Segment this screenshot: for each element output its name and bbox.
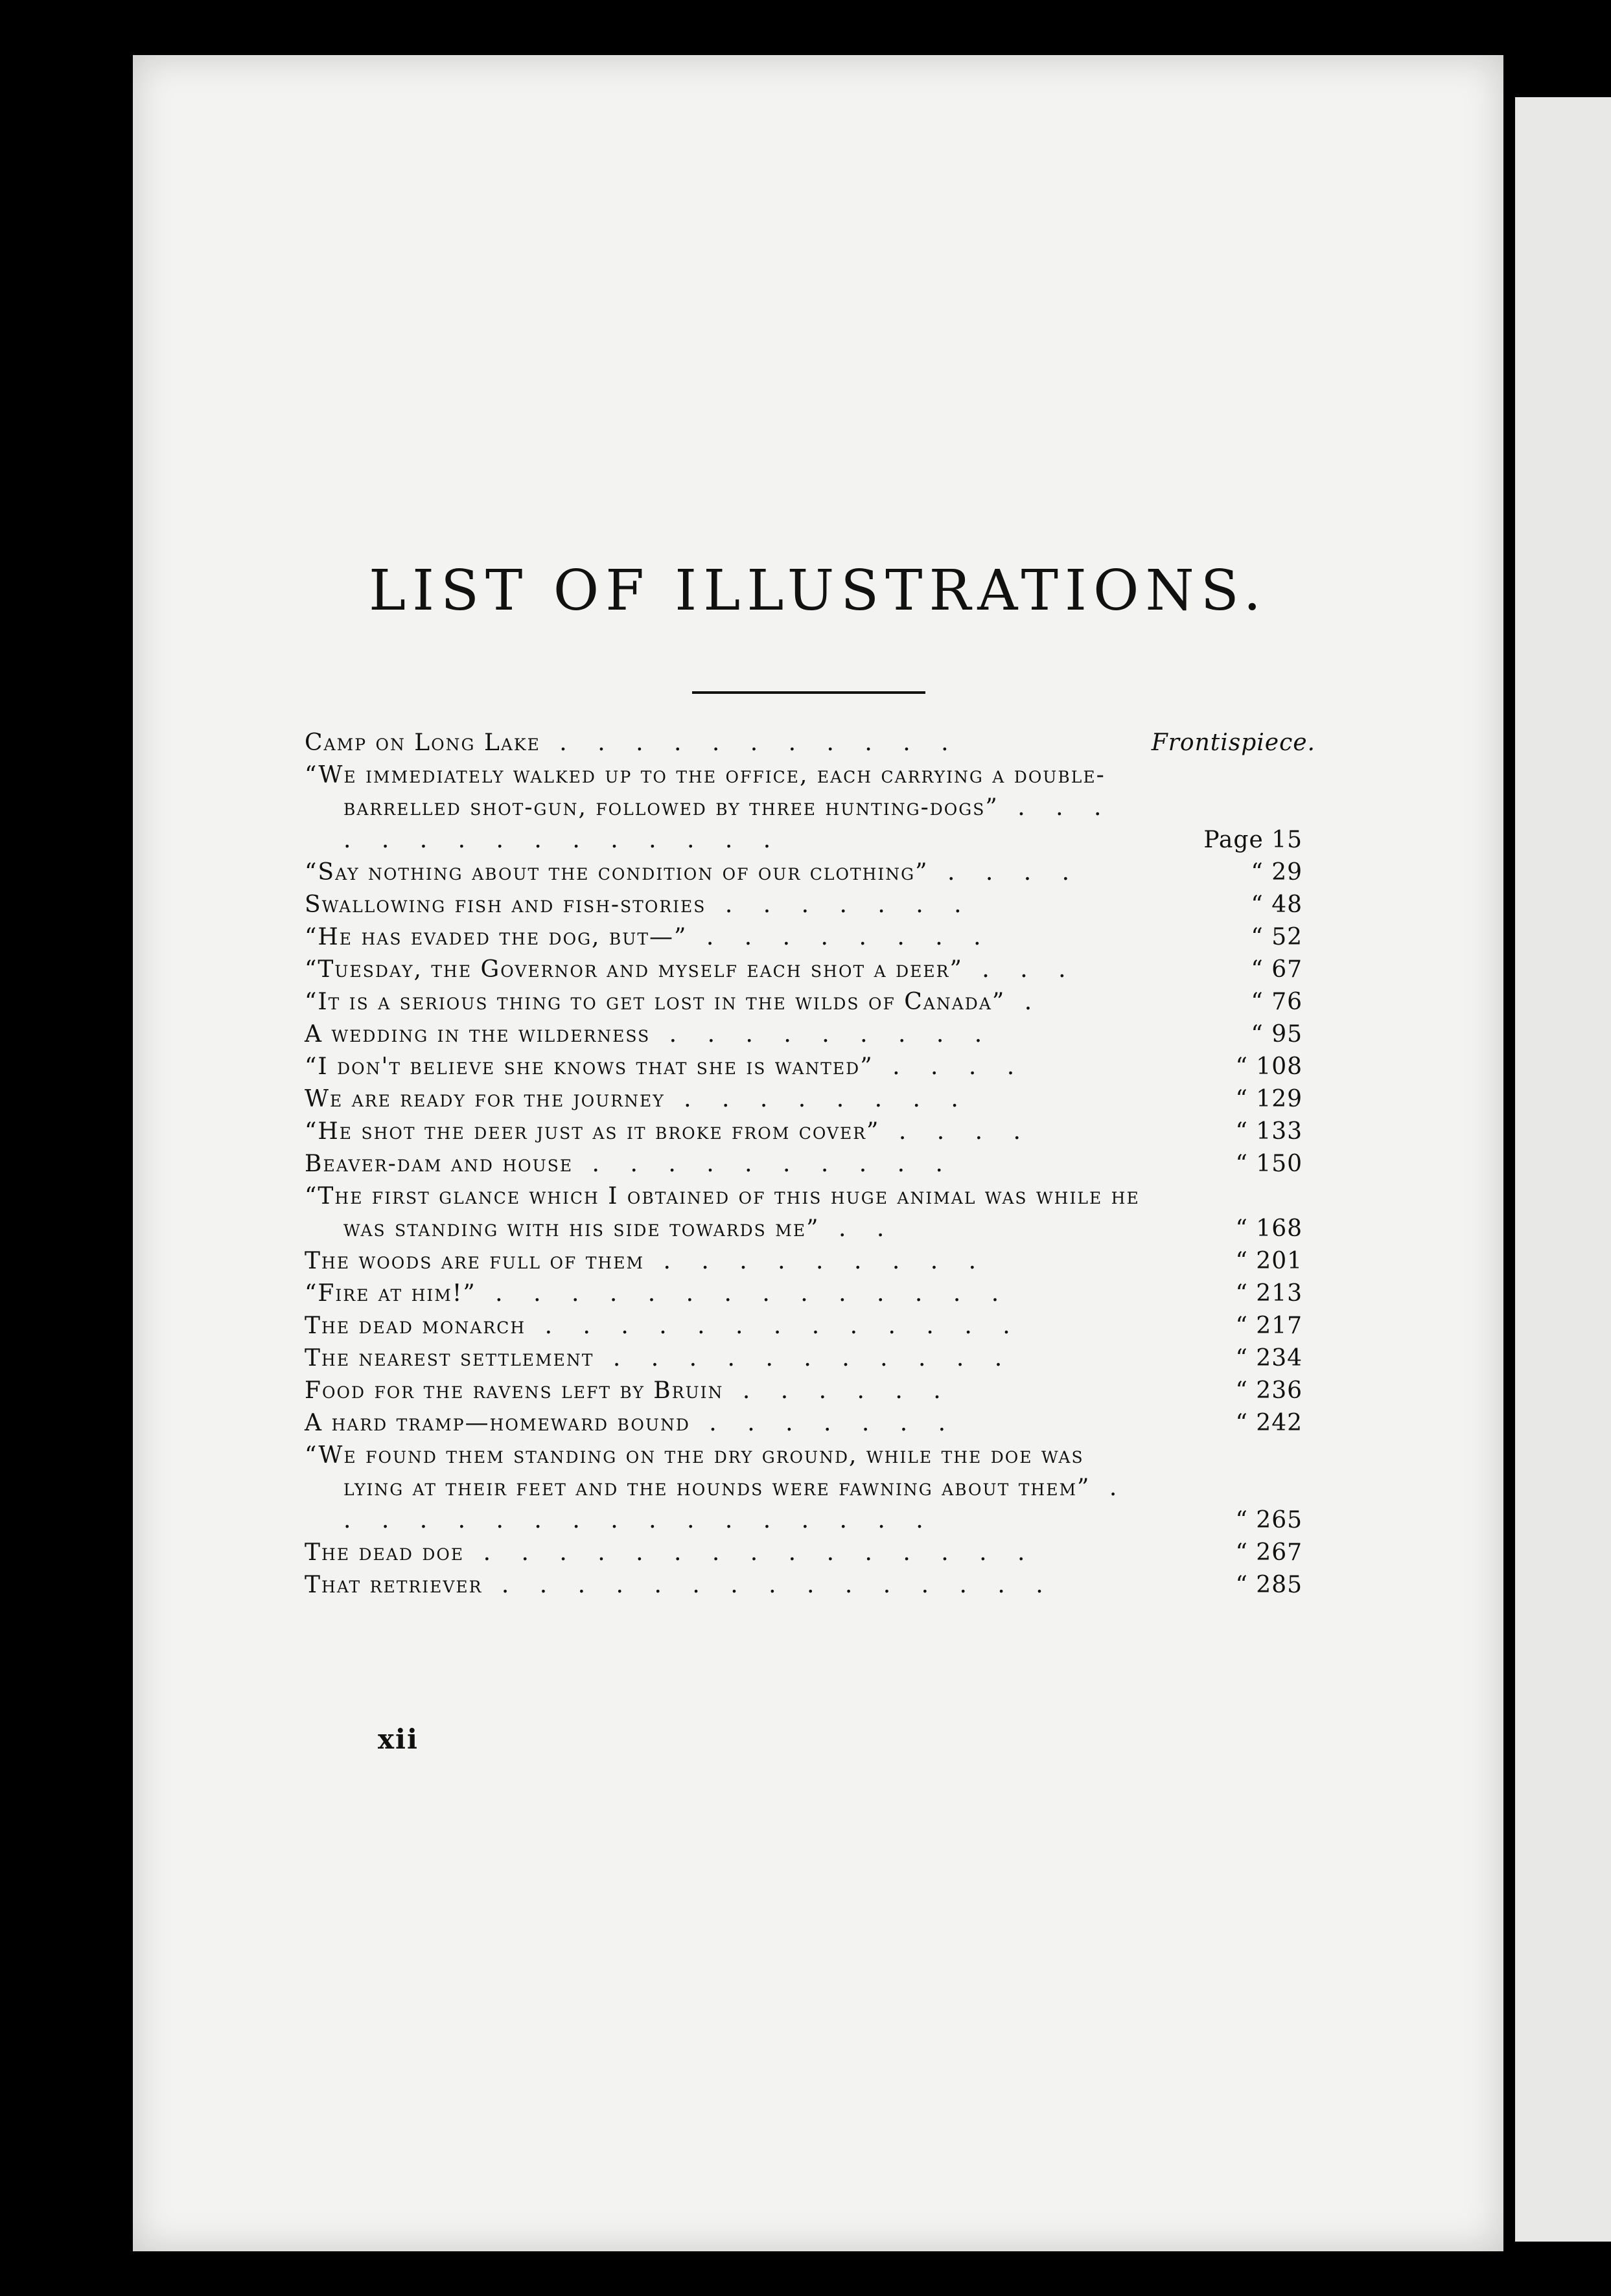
list-item: That retriever . . . . . . . . . . . . . . . “ 285 — [305, 1569, 1315, 1601]
entry-page: “ 242 — [1235, 1410, 1303, 1436]
entry-label: A wedding in the wilderness — [305, 1021, 651, 1048]
entry-label: “Say nothing about the condition of our clothing” — [305, 859, 929, 886]
adjacent-page-edge — [1510, 97, 1611, 2242]
list-item: Beaver-dam and house . . . . . . . . . . “ 150 — [305, 1148, 1315, 1180]
entry-page: “ 129 — [1235, 1086, 1303, 1112]
entry-page: “ 201 — [1235, 1248, 1303, 1274]
list-item: “The first glance which I obtained of this huge animal was while he was standing with his side towards me” . . “ 168 — [305, 1180, 1315, 1245]
entry-page: “ 285 — [1235, 1572, 1303, 1598]
entry-label: “We immediately walked up to the office, each carrying a double-barrelled shot-gun, followed by three hunting-dogs” — [305, 762, 1106, 821]
entry-page: “ 95 — [1251, 1021, 1303, 1048]
entry-label: “Fire at him!” — [305, 1280, 476, 1307]
entry-label: A hard tramp—homeward bound — [305, 1410, 690, 1436]
list-item: Camp on Long Lake . . . . . . . . . . . Frontispiece. — [305, 727, 1315, 759]
list-item: “Fire at him!” . . . . . . . . . . . . . . “ 213 — [305, 1278, 1315, 1310]
entry-page: “ 168 — [1235, 1215, 1303, 1242]
list-item: “Tuesday, the Governor and myself each shot a deer” . . . “ 67 — [305, 954, 1315, 986]
entry-label: “I don't believe she knows that she is wanted” — [305, 1053, 874, 1080]
list-item: We are ready for the journey . . . . . . . . “ 129 — [305, 1083, 1315, 1116]
entry-page: “ 213 — [1235, 1280, 1303, 1307]
entry-page: “ 52 — [1251, 924, 1303, 950]
list-item: “Say nothing about the condition of our clothing” . . . . “ 29 — [305, 856, 1315, 889]
entry-label: “He has evaded the dog, but—” — [305, 924, 688, 950]
entry-label: “It is a serious thing to get lost in the wilds of Canada” — [305, 989, 1006, 1015]
title-rule — [692, 691, 925, 694]
entry-label: Camp on Long Lake — [305, 729, 540, 756]
entry-label: The nearest settlement — [305, 1345, 594, 1372]
list-item: “I don't believe she knows that she is wanted” . . . . “ 108 — [305, 1051, 1315, 1083]
entry-page: “ 150 — [1235, 1151, 1303, 1177]
entry-page: “ 234 — [1235, 1345, 1303, 1372]
entry-label: The dead monarch — [305, 1313, 526, 1339]
entry-label: “He shot the deer just as it broke from cover” — [305, 1118, 880, 1145]
list-item: A wedding in the wilderness . . . . . . . . . “ 95 — [305, 1018, 1315, 1051]
entry-page: “ 265 — [1235, 1507, 1303, 1533]
list-item: “We found them standing on the dry ground, while the doe was lying at their feet and the hounds were fawning about them” . . . . . . . . . . . . . . . . . “ 265 — [305, 1440, 1315, 1537]
list-item: Food for the ravens left by Bruin . . . . . . “ 236 — [305, 1375, 1315, 1407]
entry-label: Food for the ravens left by Bruin — [305, 1377, 724, 1404]
entry-page: “ 29 — [1251, 859, 1303, 886]
entry-page: “ 217 — [1235, 1313, 1303, 1339]
list-item: The dead doe . . . . . . . . . . . . . . . “ 267 — [305, 1537, 1315, 1569]
entry-page: “ 267 — [1235, 1539, 1303, 1566]
page-number: xii — [378, 1723, 419, 1755]
list-item: A hard tramp—homeward bound . . . . . . . “ 242 — [305, 1407, 1315, 1440]
illustration-list — [305, 727, 1315, 1601]
entry-label: “We found them standing on the dry ground, while the doe was lying at their feet and the hounds were fawning about them” — [305, 1442, 1091, 1501]
entry-label: “The first glance which I obtained of this huge animal was while he was standing with his side towards me” — [305, 1183, 1140, 1242]
entry-label: Beaver-dam and house — [305, 1151, 574, 1177]
list-item: “It is a serious thing to get lost in the wilds of Canada” . “ 76 — [305, 986, 1315, 1018]
list-item: “He has evaded the dog, but—” . . . . . . . . “ 52 — [305, 921, 1315, 954]
list-item: The dead monarch . . . . . . . . . . . . . “ 217 — [305, 1310, 1315, 1342]
list-item: The nearest settlement . . . . . . . . . . . “ 234 — [305, 1342, 1315, 1375]
entry-page: Frontispiece. — [1151, 729, 1315, 756]
list-item: “We immediately walked up to the office, each carrying a double-barrelled shot-gun, followed by three hunting-dogs” . . . . . . . . . . . . . . . Page 15 — [305, 759, 1315, 856]
entry-label: The dead doe — [305, 1539, 465, 1566]
entry-page: Page 15 — [1203, 827, 1303, 853]
page-title: LIST OF ILLUSTRATIONS. — [369, 558, 1268, 623]
entry-label: Swallowing fish and fish-stories — [305, 891, 706, 918]
list-item: “He shot the deer just as it broke from cover” . . . . “ 133 — [305, 1116, 1315, 1148]
entry-label: “Tuesday, the Governor and myself each shot a deer” — [305, 956, 963, 983]
entry-page: “ 236 — [1235, 1377, 1303, 1404]
book-gutter — [1503, 84, 1515, 2248]
entry-page: “ 108 — [1235, 1053, 1303, 1080]
list-item: The woods are full of them . . . . . . . . . “ 201 — [305, 1245, 1315, 1278]
entry-page: “ 67 — [1251, 956, 1303, 983]
list-item: Swallowing fish and fish-stories . . . . . . . “ 48 — [305, 889, 1315, 921]
entry-page: “ 48 — [1251, 891, 1303, 918]
entry-label: We are ready for the journey — [305, 1086, 665, 1112]
entry-page: “ 76 — [1251, 989, 1303, 1015]
entry-label: The woods are full of them — [305, 1248, 645, 1274]
entry-page: “ 133 — [1235, 1118, 1303, 1145]
entry-label: That retriever — [305, 1572, 483, 1598]
